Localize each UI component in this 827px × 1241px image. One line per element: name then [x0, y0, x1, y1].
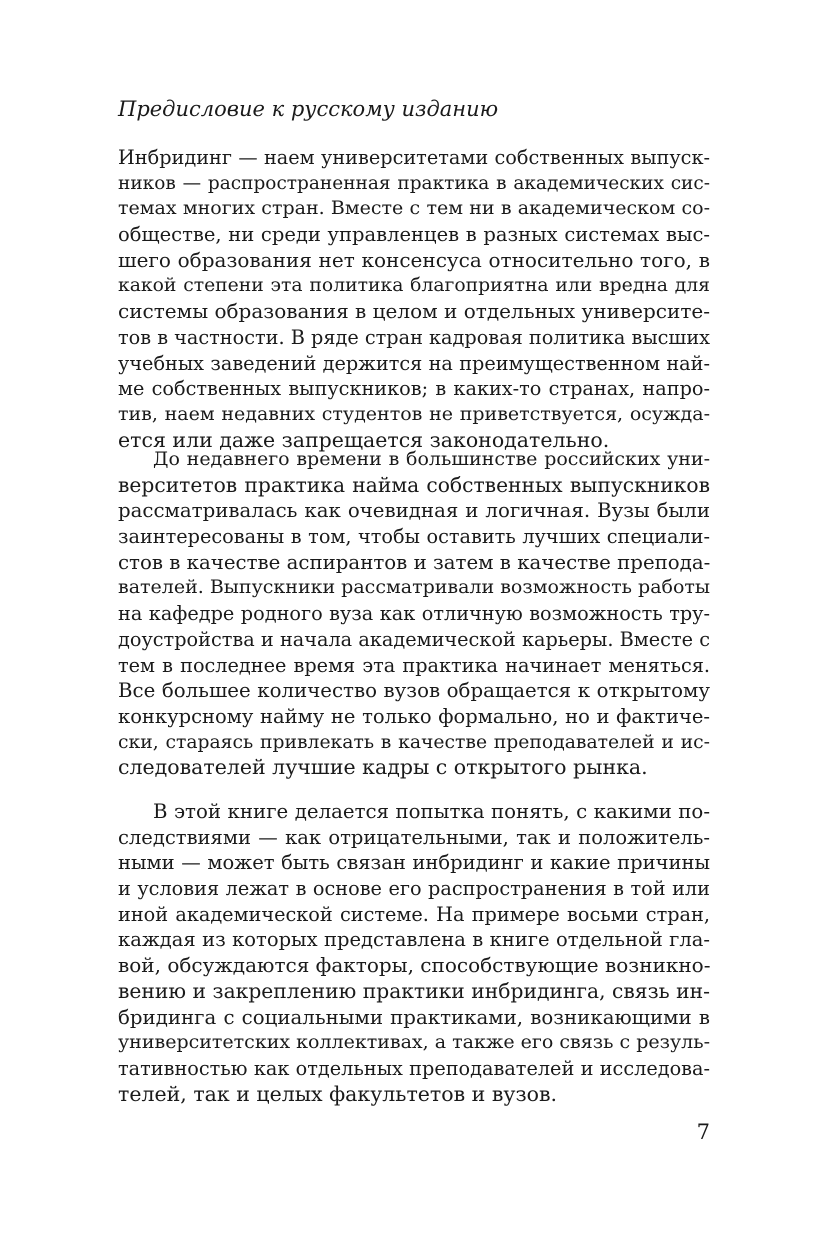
text-line: верситетов практика найма собственных выпускников	[118, 472, 710, 497]
text-line: системы образования в целом и отдельных университе-	[118, 299, 710, 324]
text-line: следователей лучшие кадры с открытого рынка.	[118, 755, 648, 780]
text-line: следствиями — как отрицательными, так и положитель-	[118, 825, 710, 849]
text-line: Все большее количество вузов обращается к открытому	[118, 679, 710, 703]
text-line: стов в качестве аспирантов и затем в качестве препода-	[118, 550, 711, 574]
text-line: ников — распространенная практика в академических сис-	[118, 172, 710, 194]
text-line: тив, наем недавних студентов не приветствуется, осужда-	[118, 402, 710, 425]
text-line: иной академической системе. На примере восьми стран,	[118, 902, 710, 926]
text-line: рассматривалась как очевидная и логичная. Вузы были	[118, 499, 710, 523]
text-line: шего образования нет консенсуса относительно того, в	[118, 247, 710, 272]
text-line: какой степени эта политика благоприятна или вредна для	[118, 275, 710, 297]
text-line: В этой книге делается попытка понять, с какими по-	[153, 800, 710, 823]
text-line: ме собственных выпускников; в каких-то странах, напро-	[118, 377, 710, 401]
text-line: вателей. Выпускники рассматривали возможность работы	[118, 576, 711, 599]
text-line: До недавнего времени в большинстве российских уни-	[153, 448, 710, 470]
text-line: бридинга с социальными практиками, возникающими в	[118, 1005, 710, 1029]
text-line: темах многих стран. Вместе с тем ни в академическом со-	[118, 197, 710, 220]
text-line: Инбридинг — наем университетами собственных выпуск-	[118, 146, 710, 169]
text-line: доустройства и начала академической карьеры. Вместе с	[118, 627, 710, 651]
text-line: на кафедре родного вуза как отличную возможность тру-	[118, 602, 710, 626]
text-line: учебных заведений держится на преимущественном най-	[118, 351, 710, 375]
text-line: ными — может быть связан инбридинг и какие причины	[118, 851, 710, 875]
text-line: обществе, ни среди управленцев в разных системах выс-	[118, 223, 710, 247]
text-line: тем в последнее время эта практика начинает меняться.	[118, 653, 710, 677]
text-line: вой, обсуждаются факторы, способствующие возникно-	[118, 953, 711, 978]
text-line: вению и закреплению практики инбридинга, связь ин-	[118, 978, 710, 1003]
text-line: и условия лежат в основе его распространения в той или	[118, 877, 710, 901]
paragraph-1	[118, 145, 710, 453]
text-line: телей, так и целых факультетов и вузов.	[118, 1081, 558, 1106]
text-line: ется или даже запрещается законодательно.	[118, 427, 610, 452]
text-line: тов в частности. В ряде стран кадровая политика высших	[118, 325, 710, 349]
text-line: заинтересованы в том, чтобы оставить лучших специали-	[118, 525, 710, 549]
text-line: каждая из которых представлена в книге отдельной гла-	[118, 928, 710, 952]
running-head: Предисловие к русскому изданию	[118, 97, 499, 121]
text-line: конкурсному найму не только формально, но и фактиче-	[118, 704, 710, 728]
paragraph-3	[118, 799, 710, 1107]
text-line: университетских коллективах, а также его связь с резуль-	[118, 1031, 710, 1054]
page-number: 7	[696, 1120, 710, 1144]
paragraph-2	[118, 447, 710, 781]
text-line: ски, стараясь привлекать в качестве преподавателей и ис-	[118, 731, 710, 753]
text-line: тативностью как отдельных преподавателей и исследова-	[118, 1056, 710, 1080]
